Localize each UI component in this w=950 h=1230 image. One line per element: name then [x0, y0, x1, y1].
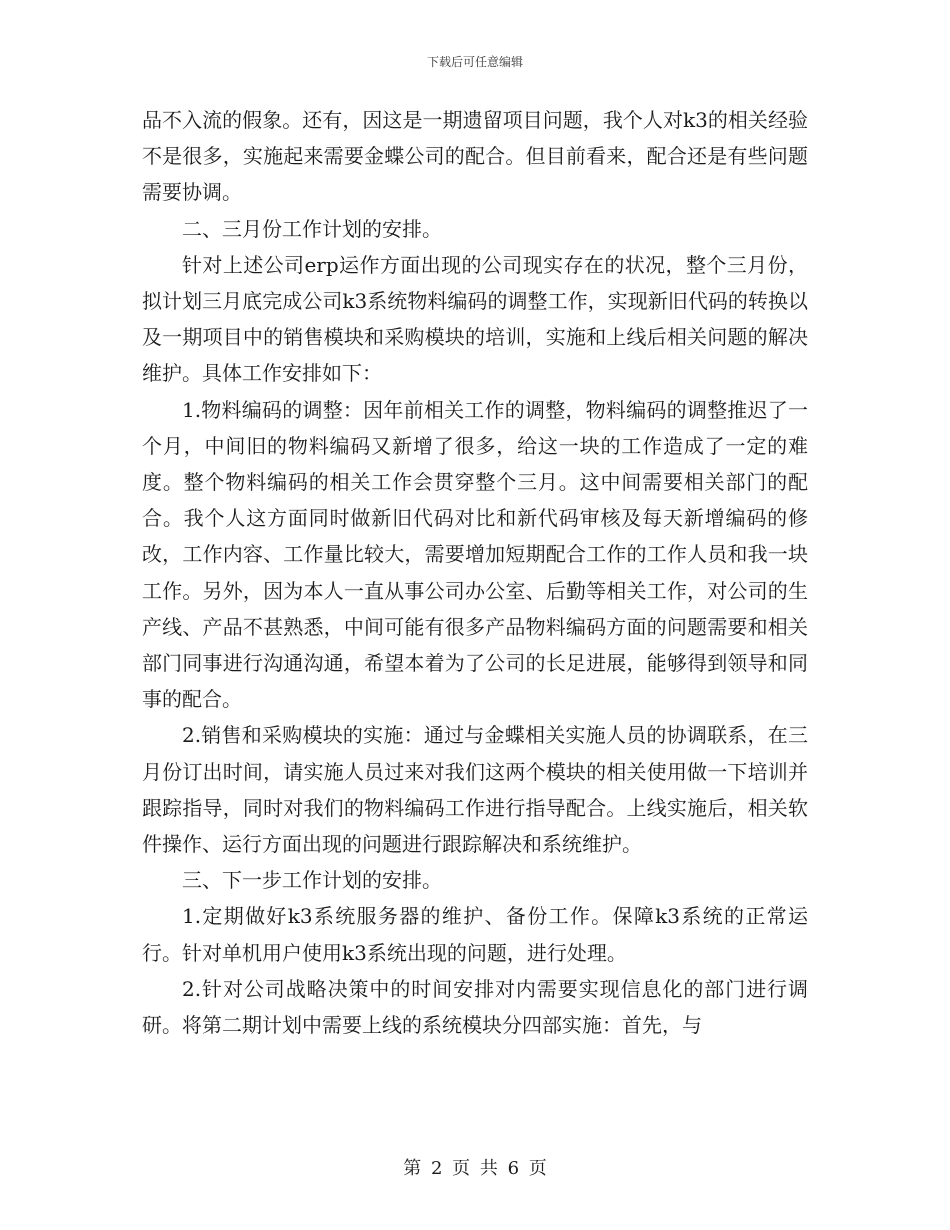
list-item-paragraph: 1.物料编码的调整：因年前相关工作的调整，物料编码的调整推迟了一个月，中间旧的物料编码又新增了很多，给这一块的工作造成了一定的难度。整个物料编码的相关工作会贯穿整个三月。这中间需要相关部门的配合。我个人这方面同时做新旧代码对比和新代码审核及每天新增编码的修改，工作内容、工作量比较大，需要增加短期配合工作的工作人员和我一块工作。另外，因为本人一直从事公司办公室、后勤等相关工作，对公司的生产线、产品不甚熟悉，中间可能有很多产品物料编码方面的问题需要和相关部门同事进行沟通沟通，希望本着为了公司的长足进展，能够得到领导和同事的配合。	[142, 397, 808, 712]
page-header: 下载后可任意编辑	[426, 55, 523, 69]
list-item-paragraph: 2.针对公司战略决策中的时间安排对内需要实现信息化的部门进行调研。将第二期计划中需要上线的系统模块分四部实施：首先，与	[142, 976, 808, 1038]
section-heading-3: 三、下一步工作计划的安排。	[182, 868, 442, 893]
document-body	[142, 102, 808, 1043]
list-item-paragraph: 2.销售和采购模块的实施：通过与金蝶相关实施人员的协调联系，在三月份订出时间，请实施人员过来对我们这两个模块的相关使用做一下培训并跟踪指导，同时对我们的物料编码工作进行指导配合。上线实施后，相关软件操作、运行方面出现的问题进行跟踪解决和系统维护。	[142, 723, 808, 857]
paragraph: 针对上述公司erp运作方面出现的公司现实存在的状况，整个三月份，拟计划三月底完成公司k3系统物料编码的调整工作，实现新旧代码的转换以及一期项目中的销售模块和采购模块的培训，实施和上线后相关问题的解决维护。具体工作安排如下：	[142, 252, 808, 386]
page-footer: 第 2 页 共 6 页	[403, 1158, 547, 1179]
paragraph-continuation: 品不入流的假象。还有，因这是一期遗留项目问题，我个人对k3的相关经验不是很多，实施起来需要金蝶公司的配合。但目前看来，配合还是有些问题需要协调。	[142, 108, 808, 205]
section-heading-2: 二、三月份工作计划的安排。	[182, 216, 442, 241]
list-item-paragraph: 1.定期做好k3系统服务器的维护、备份工作。保障k3系统的正常运行。针对单机用户使用k3系统出现的问题，进行处理。	[142, 904, 808, 965]
